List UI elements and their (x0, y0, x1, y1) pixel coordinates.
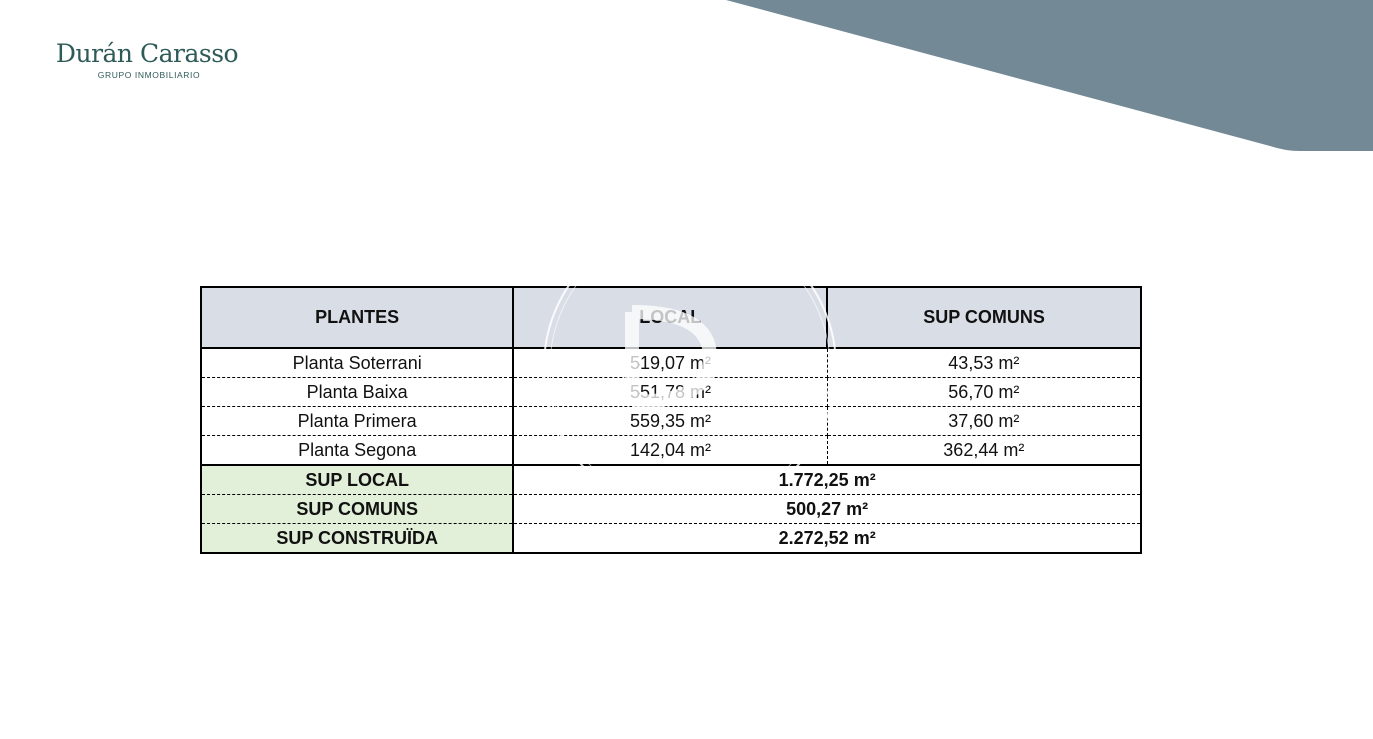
totals-row (201, 524, 1141, 554)
cell-planta: Planta Baixa (201, 378, 513, 407)
brand-name: Durán Carasso (55, 39, 239, 68)
corner-decoration (0, 0, 1373, 160)
cell-local: 519,07 m² (513, 348, 827, 378)
total-value: 500,27 m² (513, 495, 1141, 524)
cell-comuns: 362,44 m² (827, 436, 1141, 466)
total-label: SUP COMUNS (201, 495, 513, 524)
totals-row (201, 495, 1141, 524)
cell-comuns: 37,60 m² (827, 407, 1141, 436)
total-value: 1.772,25 m² (513, 465, 1141, 495)
header-sup-comuns: SUP COMUNS (827, 287, 1141, 348)
brand-subtitle: GRUPO INMOBILIARIO (97, 70, 201, 80)
table-row (201, 407, 1141, 436)
surfaces-table (200, 286, 1142, 554)
cell-planta: Planta Soterrani (201, 348, 513, 378)
brand-logo (52, 40, 242, 80)
header-local: LOCAL (513, 287, 827, 348)
table-header-row (201, 287, 1141, 348)
table-row (201, 348, 1141, 378)
totals-row (201, 465, 1141, 495)
cell-local: 551,78 m² (513, 378, 827, 407)
cell-planta: Planta Segona (201, 436, 513, 466)
total-label: SUP CONSTRUÏDA (201, 524, 513, 554)
cell-comuns: 56,70 m² (827, 378, 1141, 407)
cell-local: 142,04 m² (513, 436, 827, 466)
total-value: 2.272,52 m² (513, 524, 1141, 554)
cell-local: 559,35 m² (513, 407, 827, 436)
cell-comuns: 43,53 m² (827, 348, 1141, 378)
total-label: SUP LOCAL (201, 465, 513, 495)
header-plantes: PLANTES (201, 287, 513, 348)
table-row (201, 378, 1141, 407)
table-row (201, 436, 1141, 466)
cell-planta: Planta Primera (201, 407, 513, 436)
